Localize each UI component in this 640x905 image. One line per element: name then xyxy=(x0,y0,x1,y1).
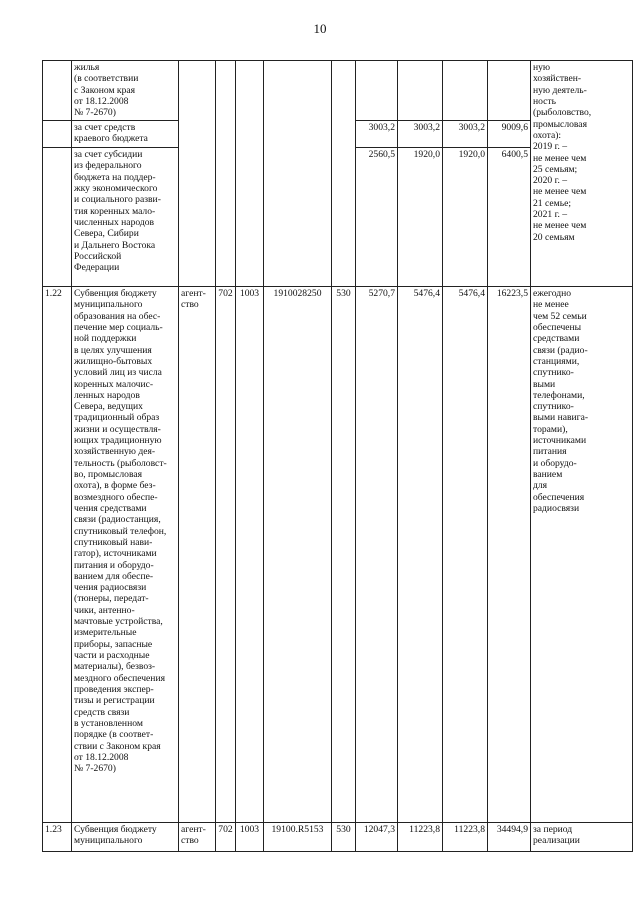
amount-2021 xyxy=(443,61,488,121)
page-number: 10 xyxy=(313,21,327,36)
rzpr-code xyxy=(236,61,264,287)
amount-2019: 5270,7 xyxy=(356,287,398,823)
row-number: 1.22 xyxy=(43,287,72,823)
row-number xyxy=(43,121,72,148)
rzpr-code: 1003 xyxy=(236,823,264,852)
table-row xyxy=(43,61,633,121)
measure-name: Субвенция бюджету муниципального образования на обес- печение мер социаль- ной поддержки в целях улучшения жилищно-бытовых условий лиц из числа коренных малочис- ленных народов Севера, ведущих традиционный образ жизни и осуществля- ющих традиционную хозяйственную дея- тельность (рыболовст- во, промысловая охота), в форме без- возмездного обеспе- чения средствами связи (радиостанция, спутниковый телефон, спутниковый нави- гатор), источниками питания и оборудо- ванием для обеспе- чения радиосвязи (тюнеры, передат- чики, антенно- мачтовые устройства, измерительные приборы, запасные части и расходные материалы), безвоз- мездного обеспечения проведения экспер- тизы и регистрации средств связи в установленном порядке (в соответ- ствии с Законом края от 18.12.2008 № 7-2670) xyxy=(72,287,179,823)
amount-2019: 3003,2 xyxy=(356,121,398,148)
amount-total: 34494,9 xyxy=(488,823,531,852)
grbs-code: 702 xyxy=(216,287,236,823)
budget-measures-table xyxy=(42,60,633,852)
amount-2021: 1920,0 xyxy=(443,148,488,287)
expected-result: ежегодно не менее чем 52 семьи обеспечены средствами связи (радио- станциями, спутнико- выми телефонами, спутнико- выми навига- торами), источниками питания и оборудо- ванием для обеспечения радиосвязи xyxy=(531,287,633,823)
measure-name: жилья (в соответствии с Законом края от 18.12.2008 № 7-2670) xyxy=(72,61,179,121)
vr-code: 530 xyxy=(332,823,356,852)
table-row xyxy=(43,287,633,823)
amount-2019: 2560,5 xyxy=(356,148,398,287)
amount-2020: 5476,4 xyxy=(398,287,443,823)
amount-2020: 1920,0 xyxy=(398,148,443,287)
amount-2020: 3003,2 xyxy=(398,121,443,148)
csr-code: 19100.R5153 xyxy=(264,823,332,852)
amount-total: 9009,6 xyxy=(488,121,531,148)
amount-2019: 12047,3 xyxy=(356,823,398,852)
amount-total: 16223,5 xyxy=(488,287,531,823)
row-number: 1.23 xyxy=(43,823,72,852)
amount-2020: 11223,8 xyxy=(398,823,443,852)
vr-code xyxy=(332,61,356,287)
row-number xyxy=(43,148,72,287)
csr-code xyxy=(264,61,332,287)
executor xyxy=(179,61,216,287)
grbs-code xyxy=(216,61,236,287)
amount-2021: 5476,4 xyxy=(443,287,488,823)
grbs-code: 702 xyxy=(216,823,236,852)
measure-name: за счет средств краевого бюджета xyxy=(72,121,179,148)
measure-name: за счет субсидии из федерального бюджета на поддер- жку экономического и социального разви- тия коренных мало- численных народов Севера, Сибири и Дальнего Востока Российской Федерации xyxy=(72,148,179,287)
amount-2020 xyxy=(398,61,443,121)
csr-code: 1910028250 xyxy=(264,287,332,823)
rzpr-code: 1003 xyxy=(236,287,264,823)
vr-code: 530 xyxy=(332,287,356,823)
executor: агент- ство xyxy=(179,287,216,823)
amount-total: 6400,5 xyxy=(488,148,531,287)
measure-name: Субвенция бюджету муниципального xyxy=(72,823,179,852)
table-row xyxy=(43,823,633,852)
executor: агент- ство xyxy=(179,823,216,852)
row-number xyxy=(43,61,72,121)
amount-total xyxy=(488,61,531,121)
amount-2019 xyxy=(356,61,398,121)
amount-2021: 11223,8 xyxy=(443,823,488,852)
amount-2021: 3003,2 xyxy=(443,121,488,148)
expected-result: за период реализации xyxy=(531,823,633,852)
expected-result: ную хозяйствен- ную деятель- ность (рыболовство, промысловая охота): 2019 г. – не менее чем 25 семьям; 2020 г. – не менее чем 21 семье; 2021 г. – не менее чем 20 семьям xyxy=(531,61,633,287)
